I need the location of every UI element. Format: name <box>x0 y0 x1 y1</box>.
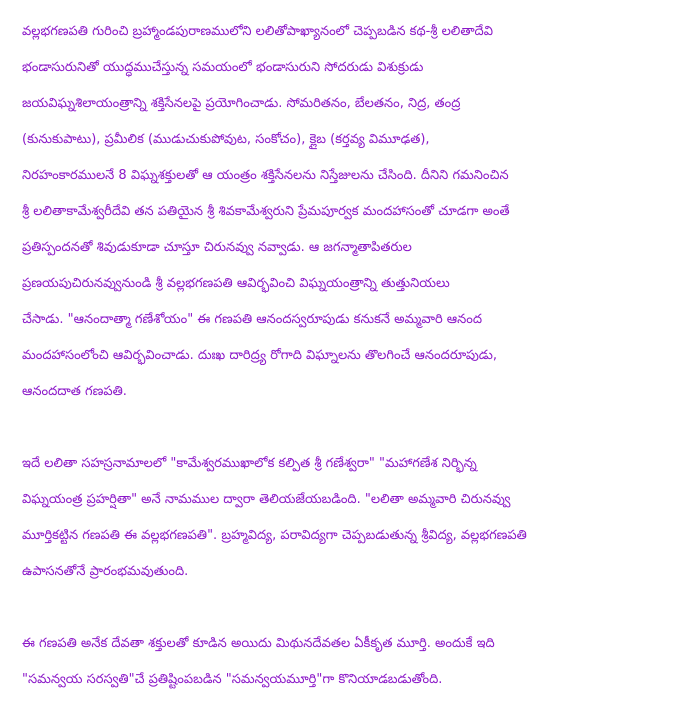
text-line: ఇదే లలితా సహస్రనామాలలో "కామేశ్వరముఖాలోక కల్పిత శ్రీ గణేశ్వరా" "మహాగణేశ నిర్భిన్న <box>22 456 477 471</box>
text-line: చేసాడు. "ఆనందాత్మా గణేశోయం" ఈ గణపతి ఆనందస్వరూపుడు కనుకనే అమ్మవారి ఆనంద <box>22 312 483 327</box>
paragraph-2 <box>22 446 662 590</box>
paragraph-spacer <box>22 590 662 626</box>
text-line: ఉపాసనతోనే ప్రారంభమవుతుంది. <box>22 564 189 579</box>
text-line: ఈ గణపతి అనేక దేవతా శక్తులతో కూడిన అయిదు మిథునదేవతల ఏకీకృత మూర్తి. అందుకే ఇది <box>22 636 495 651</box>
text-line: జయవిఘ్నశిలాయంత్రాన్ని శక్తిసేనలపై ప్రయోగించాడు. సోమరితనం, బేలతనం, నిద్ర, తంద్ర <box>22 96 461 111</box>
text-line: భండాసురునితో యుద్ధముచేస్తున్న సమయంలో భండాసురుని సోదరుడు విశుక్రుడు <box>22 60 424 75</box>
text-line: విఘ్నయంత్ర ప్రహర్షితా" అనే నామముల ద్వారా తెలియజేయబడింది. "లలితా అమ్మవారి చిరునవ్వు <box>22 492 511 507</box>
text-line: ఆనందదాత గణపతి. <box>22 384 127 399</box>
paragraph-1 <box>22 14 662 410</box>
text-line: (కునుకుపాటు), ప్రమీలిక (ముడుచుకుపోవుట, సంకోచం), క్లైబ (కర్తవ్య విమూఢత), <box>22 132 430 147</box>
text-line: నిరహంకారములనే 8 విఘ్నశక్తులతో ఆ యంత్రం శక్తిసేనలను నిస్తేజులను చేసింది. దీనిని గమనించిన <box>22 168 509 183</box>
article-body <box>22 14 662 698</box>
paragraph-spacer <box>22 410 662 446</box>
text-line: "సమన్వయ సరస్వతి"చే ప్రతిష్టింపబడిన "సమన్వయమూర్తి"గా కొనియాడబడుతోంది. <box>22 672 443 687</box>
text-line: శ్రీ లలితాకామేశ్వరీదేవి తన పతియైన శ్రీ శివకామేశ్వరుని ప్రేమపూర్వక మందహాసంతో చూడగా అంతే <box>22 204 510 219</box>
paragraph-3 <box>22 626 662 698</box>
text-line: వల్లభగణపతి గురించి బ్రహ్మాండపురాణములోని లలితోపాఖ్యానంలో చెప్పబడిన కథ-శ్రీ లలితాదేవి <box>22 24 493 39</box>
text-line: ప్రణయపుచిరునవ్వునుండి శ్రీ వల్లభగణపతి ఆవిర్భవించి విఘ్నయంత్రాన్ని తుత్తునియలు <box>22 276 450 291</box>
text-line: మందహాసంలోంచి ఆవిర్భవించాడు. దుఃఖ దారిద్ర్య రోగాది విఘ్నాలను తొలగించే ఆనందరూపుడు, <box>22 348 498 363</box>
text-line: ప్రతిస్పందనతో శివుడుకూడా చూస్తూ చిరునవ్వు నవ్వాడు. ఆ జగన్మాతాపితరుల <box>22 240 412 255</box>
text-line: మూర్తికట్టిన గణపతి ఈ వల్లభగణపతి". బ్రహ్మవిద్య, పరావిద్యగా చెప్పబడుతున్న శ్రీవిద్య, వల్లభగణపతి <box>22 528 527 543</box>
